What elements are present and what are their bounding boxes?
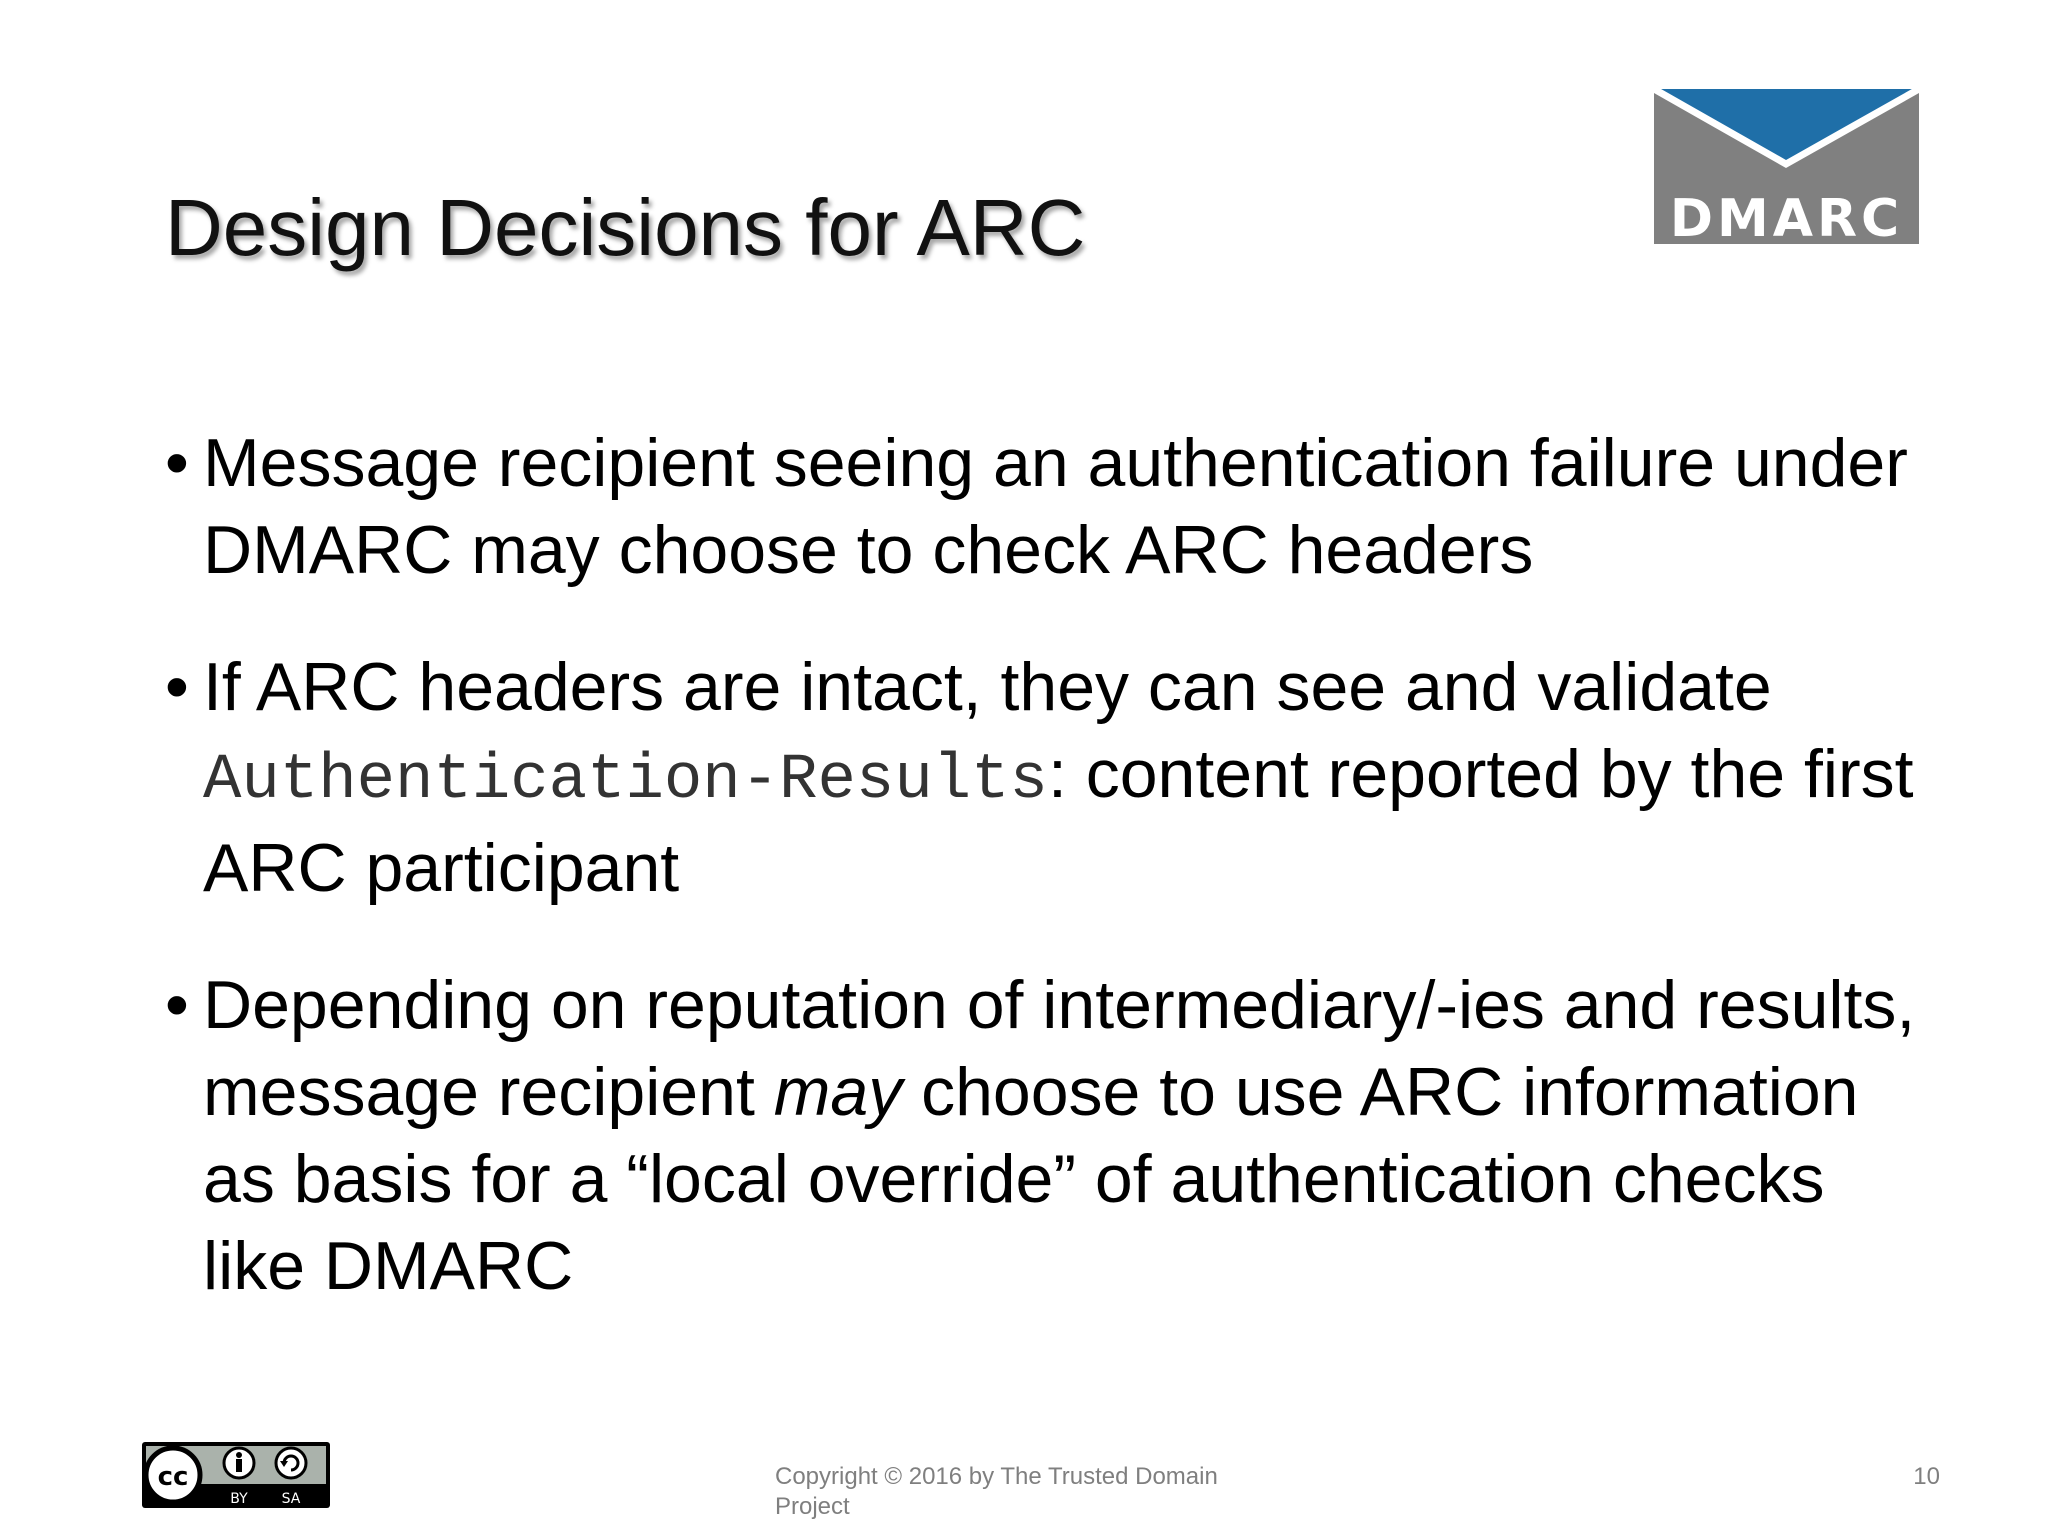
bullet-text: Depending on reputation of intermediary/-ies and results, message recipient: [203, 967, 1916, 1130]
bullet-list: [165, 420, 1925, 1310]
code-text: Authentication-Results: [203, 745, 1048, 817]
bullet-text: Message recipient seeing an authentication failure under DMARC may choose to check ARC headers: [203, 425, 1908, 588]
share-alike-icon: [276, 1448, 306, 1478]
page-number: 10: [1913, 1463, 1940, 1490]
bullet-item: [165, 420, 1925, 594]
bullet-text: If ARC headers are intact, they can see and validate: [203, 649, 1772, 725]
cc-icon: [146, 1448, 200, 1502]
emphasis-text: may: [773, 1054, 903, 1130]
bullet-text: : content reported by the first ARC participant: [203, 736, 1914, 906]
bullet-marker: •: [165, 425, 189, 501]
dmarc-logo: [1654, 89, 1919, 244]
logo-text: DMARC: [1669, 193, 1904, 241]
cc-label: cc: [157, 1462, 189, 1492]
copyright-text: Copyright © 2016 by The Trusted Domain Project: [775, 1463, 1218, 1520]
bullet-item: [165, 644, 1925, 912]
bullet-marker: •: [165, 967, 189, 1043]
bullet-marker: •: [165, 649, 189, 725]
bullet-item: [165, 962, 1925, 1310]
by-label: BY: [230, 1491, 248, 1507]
slide-title: Design Decisions for ARC: [165, 183, 1086, 272]
attribution-icon: [224, 1448, 254, 1478]
sa-label: SA: [281, 1491, 301, 1507]
cc-license-badge: [141, 1441, 331, 1509]
bullet-text: choose to use ARC information as basis for a “local override” of authentication checks like DMARC: [203, 1054, 1859, 1304]
